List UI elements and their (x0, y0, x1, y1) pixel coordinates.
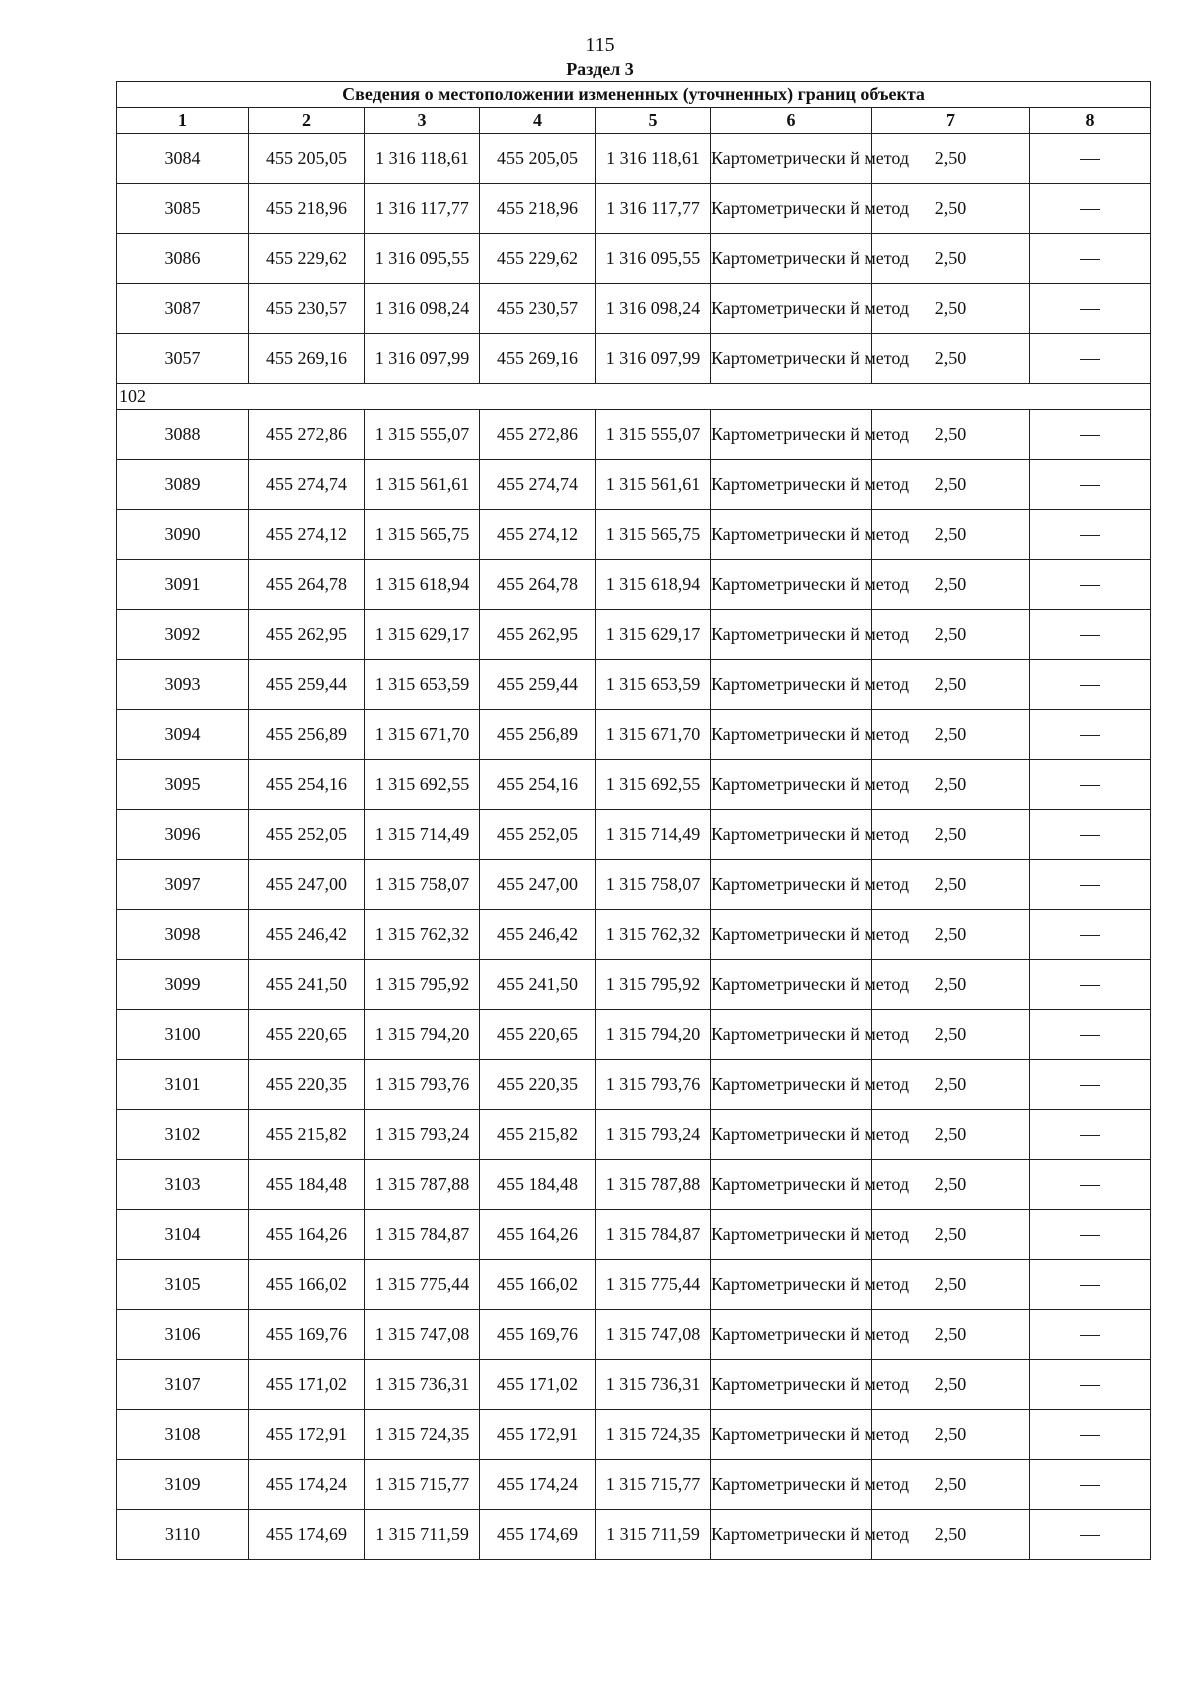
accuracy-cell: 2,50 (872, 1110, 1030, 1160)
y-new-cell: 1 316 117,77 (596, 184, 711, 234)
x-new-cell: 455 262,95 (480, 610, 596, 660)
x-new-cell: 455 247,00 (480, 860, 596, 910)
note-cell (1030, 410, 1151, 460)
method-cell: Картометрически й метод (711, 1060, 872, 1110)
accuracy-cell: 2,50 (872, 510, 1030, 560)
y-old-cell: 1 315 795,92 (365, 960, 480, 1010)
table-row (117, 184, 1151, 234)
y-old-cell: 1 315 793,24 (365, 1110, 480, 1160)
x-new-cell: 455 166,02 (480, 1260, 596, 1310)
y-old-cell: 1 316 095,55 (365, 234, 480, 284)
point-number-cell: 3096 (117, 810, 249, 860)
point-number-cell: 3104 (117, 1210, 249, 1260)
y-old-cell: 1 315 775,44 (365, 1260, 480, 1310)
x-old-cell: 455 184,48 (249, 1160, 365, 1210)
column-header: 2 (249, 108, 365, 134)
x-new-cell: 455 164,26 (480, 1210, 596, 1260)
y-new-cell: 1 315 565,75 (596, 510, 711, 560)
accuracy-cell: 2,50 (872, 660, 1030, 710)
dash-mark (1080, 359, 1100, 360)
point-number-cell: 3103 (117, 1160, 249, 1210)
x-new-cell: 455 264,78 (480, 560, 596, 610)
column-header: 7 (872, 108, 1030, 134)
dash-mark (1080, 885, 1100, 886)
accuracy-cell: 2,50 (872, 1010, 1030, 1060)
y-old-cell: 1 315 714,49 (365, 810, 480, 860)
method-cell: Картометрически й метод (711, 1010, 872, 1060)
table-caption: Сведения о местоположении измененных (уточненных) границ объекта (117, 82, 1151, 108)
table-row (117, 1260, 1151, 1310)
y-old-cell: 1 315 784,87 (365, 1210, 480, 1260)
y-new-cell: 1 315 775,44 (596, 1260, 711, 1310)
note-cell (1030, 1110, 1151, 1160)
point-number-cell: 3107 (117, 1360, 249, 1410)
point-number-cell: 3105 (117, 1260, 249, 1310)
point-number-cell: 3100 (117, 1010, 249, 1060)
accuracy-cell: 2,50 (872, 410, 1030, 460)
point-number-cell: 3091 (117, 560, 249, 610)
method-cell: Картометрически й метод (711, 134, 872, 184)
method-cell: Картометрически й метод (711, 1160, 872, 1210)
x-old-cell: 455 264,78 (249, 560, 365, 610)
point-number-cell: 3099 (117, 960, 249, 1010)
accuracy-cell: 2,50 (872, 134, 1030, 184)
y-old-cell: 1 315 724,35 (365, 1410, 480, 1460)
x-new-cell: 455 256,89 (480, 710, 596, 760)
x-old-cell: 455 174,24 (249, 1460, 365, 1510)
group-label: 102 (117, 384, 1151, 410)
accuracy-cell: 2,50 (872, 1060, 1030, 1110)
y-old-cell: 1 315 762,32 (365, 910, 480, 960)
y-new-cell: 1 315 715,77 (596, 1460, 711, 1510)
point-number-cell: 3092 (117, 610, 249, 660)
y-new-cell: 1 315 618,94 (596, 560, 711, 610)
y-old-cell: 1 315 787,88 (365, 1160, 480, 1210)
y-new-cell: 1 315 653,59 (596, 660, 711, 710)
dash-mark (1080, 985, 1100, 986)
table-row (117, 910, 1151, 960)
x-old-cell: 455 174,69 (249, 1510, 365, 1560)
method-cell: Картометрически й метод (711, 1460, 872, 1510)
method-cell: Картометрически й метод (711, 1110, 872, 1160)
dash-mark (1080, 209, 1100, 210)
dash-mark (1080, 1385, 1100, 1386)
x-new-cell: 455 274,74 (480, 460, 596, 510)
y-new-cell: 1 315 714,49 (596, 810, 711, 860)
x-old-cell: 455 164,26 (249, 1210, 365, 1260)
accuracy-cell: 2,50 (872, 1360, 1030, 1410)
page-number: 115 (585, 34, 615, 56)
table-body (117, 134, 1151, 1560)
note-cell (1030, 860, 1151, 910)
column-header: 3 (365, 108, 480, 134)
point-number-cell: 3101 (117, 1060, 249, 1110)
method-cell: Картометрически й метод (711, 910, 872, 960)
note-cell (1030, 234, 1151, 284)
x-old-cell: 455 169,76 (249, 1310, 365, 1360)
accuracy-cell: 2,50 (872, 284, 1030, 334)
x-new-cell: 455 169,76 (480, 1310, 596, 1360)
note-cell (1030, 334, 1151, 384)
y-old-cell: 1 316 098,24 (365, 284, 480, 334)
dash-mark (1080, 685, 1100, 686)
dash-mark (1080, 1335, 1100, 1336)
note-cell (1030, 710, 1151, 760)
y-old-cell: 1 315 758,07 (365, 860, 480, 910)
dash-mark (1080, 785, 1100, 786)
note-cell (1030, 910, 1151, 960)
accuracy-cell: 2,50 (872, 910, 1030, 960)
accuracy-cell: 2,50 (872, 610, 1030, 660)
coordinates-table (116, 81, 1151, 1560)
method-cell: Картометрически й метод (711, 560, 872, 610)
y-new-cell: 1 315 561,61 (596, 460, 711, 510)
column-header: 5 (596, 108, 711, 134)
method-cell: Картометрически й метод (711, 1210, 872, 1260)
x-new-cell: 455 174,69 (480, 1510, 596, 1560)
y-new-cell: 1 315 762,32 (596, 910, 711, 960)
x-old-cell: 455 241,50 (249, 960, 365, 1010)
accuracy-cell: 2,50 (872, 1210, 1030, 1260)
point-number-cell: 3085 (117, 184, 249, 234)
x-new-cell: 455 229,62 (480, 234, 596, 284)
point-number-cell: 3086 (117, 234, 249, 284)
table-row (117, 1510, 1151, 1560)
column-header: 6 (711, 108, 872, 134)
point-number-cell: 3098 (117, 910, 249, 960)
note-cell (1030, 1360, 1151, 1410)
method-cell: Картометрически й метод (711, 184, 872, 234)
x-new-cell: 455 220,65 (480, 1010, 596, 1060)
accuracy-cell: 2,50 (872, 710, 1030, 760)
dash-mark (1080, 1285, 1100, 1286)
accuracy-cell: 2,50 (872, 234, 1030, 284)
note-cell (1030, 1010, 1151, 1060)
method-cell: Картометрически й метод (711, 810, 872, 860)
accuracy-cell: 2,50 (872, 460, 1030, 510)
note-cell (1030, 460, 1151, 510)
point-number-cell: 3095 (117, 760, 249, 810)
x-old-cell: 455 166,02 (249, 1260, 365, 1310)
x-old-cell: 455 172,91 (249, 1410, 365, 1460)
method-cell: Картометрически й метод (711, 410, 872, 460)
x-old-cell: 455 171,02 (249, 1360, 365, 1410)
y-old-cell: 1 315 555,07 (365, 410, 480, 460)
y-old-cell: 1 315 561,61 (365, 460, 480, 510)
point-number-cell: 3108 (117, 1410, 249, 1460)
table-row (117, 1160, 1151, 1210)
y-old-cell: 1 315 565,75 (365, 510, 480, 560)
note-cell (1030, 760, 1151, 810)
dash-mark (1080, 1535, 1100, 1536)
dash-mark (1080, 1485, 1100, 1486)
dash-mark (1080, 259, 1100, 260)
note-cell (1030, 1060, 1151, 1110)
dash-mark (1080, 1235, 1100, 1236)
table-row (117, 660, 1151, 710)
x-new-cell: 455 220,35 (480, 1060, 596, 1110)
accuracy-cell: 2,50 (872, 760, 1030, 810)
y-new-cell: 1 315 793,24 (596, 1110, 711, 1160)
y-new-cell: 1 316 097,99 (596, 334, 711, 384)
x-new-cell: 455 215,82 (480, 1110, 596, 1160)
x-old-cell: 455 247,00 (249, 860, 365, 910)
y-new-cell: 1 315 787,88 (596, 1160, 711, 1210)
table-row (117, 610, 1151, 660)
dash-mark (1080, 735, 1100, 736)
dash-mark (1080, 835, 1100, 836)
point-number-cell: 3084 (117, 134, 249, 184)
method-cell: Картометрически й метод (711, 460, 872, 510)
point-number-cell: 3102 (117, 1110, 249, 1160)
method-cell: Картометрически й метод (711, 1310, 872, 1360)
y-old-cell: 1 315 793,76 (365, 1060, 480, 1110)
method-cell: Картометрически й метод (711, 334, 872, 384)
accuracy-cell: 2,50 (872, 860, 1030, 910)
table-row (117, 410, 1151, 460)
note-cell (1030, 184, 1151, 234)
table-row (117, 1360, 1151, 1410)
dash-mark (1080, 485, 1100, 486)
y-new-cell: 1 315 795,92 (596, 960, 711, 1010)
note-cell (1030, 1160, 1151, 1210)
dash-mark (1080, 309, 1100, 310)
y-old-cell: 1 316 117,77 (365, 184, 480, 234)
y-old-cell: 1 315 629,17 (365, 610, 480, 660)
table-row (117, 1060, 1151, 1110)
x-new-cell: 455 205,05 (480, 134, 596, 184)
method-cell: Картометрически й метод (711, 284, 872, 334)
dash-mark (1080, 1135, 1100, 1136)
x-old-cell: 455 220,35 (249, 1060, 365, 1110)
point-number-cell: 3110 (117, 1510, 249, 1560)
table-row (117, 1210, 1151, 1260)
y-new-cell: 1 316 095,55 (596, 234, 711, 284)
table-row (117, 1110, 1151, 1160)
y-new-cell: 1 315 793,76 (596, 1060, 711, 1110)
x-old-cell: 455 229,62 (249, 234, 365, 284)
method-cell: Картометрически й метод (711, 510, 872, 560)
y-new-cell: 1 315 671,70 (596, 710, 711, 760)
table-row (117, 134, 1151, 184)
method-cell: Картометрически й метод (711, 1410, 872, 1460)
x-new-cell: 455 171,02 (480, 1360, 596, 1410)
dash-mark (1080, 435, 1100, 436)
note-cell (1030, 284, 1151, 334)
group-label-row (117, 384, 1151, 410)
section-title: Раздел 3 (566, 59, 634, 79)
point-number-cell: 3097 (117, 860, 249, 910)
dash-mark (1080, 635, 1100, 636)
y-new-cell: 1 315 794,20 (596, 1010, 711, 1060)
table-row (117, 960, 1151, 1010)
y-old-cell: 1 316 118,61 (365, 134, 480, 184)
x-new-cell: 455 274,12 (480, 510, 596, 560)
x-new-cell: 455 252,05 (480, 810, 596, 860)
x-new-cell: 455 184,48 (480, 1160, 596, 1210)
table-row (117, 760, 1151, 810)
y-old-cell: 1 315 671,70 (365, 710, 480, 760)
method-cell: Картометрически й метод (711, 234, 872, 284)
y-old-cell: 1 315 794,20 (365, 1010, 480, 1060)
method-cell: Картометрически й метод (711, 1360, 872, 1410)
y-new-cell: 1 316 118,61 (596, 134, 711, 184)
x-old-cell: 455 259,44 (249, 660, 365, 710)
y-new-cell: 1 315 629,17 (596, 610, 711, 660)
y-new-cell: 1 315 555,07 (596, 410, 711, 460)
note-cell (1030, 960, 1151, 1010)
x-old-cell: 455 274,12 (249, 510, 365, 560)
table-row (117, 460, 1151, 510)
y-old-cell: 1 316 097,99 (365, 334, 480, 384)
accuracy-cell: 2,50 (872, 810, 1030, 860)
accuracy-cell: 2,50 (872, 1460, 1030, 1510)
table-row (117, 1010, 1151, 1060)
accuracy-cell: 2,50 (872, 960, 1030, 1010)
note-cell (1030, 1310, 1151, 1360)
accuracy-cell: 2,50 (872, 1260, 1030, 1310)
y-new-cell: 1 315 784,87 (596, 1210, 711, 1260)
dash-mark (1080, 159, 1100, 160)
point-number-cell: 3106 (117, 1310, 249, 1360)
note-cell (1030, 560, 1151, 610)
x-old-cell: 455 215,82 (249, 1110, 365, 1160)
y-new-cell: 1 316 098,24 (596, 284, 711, 334)
point-number-cell: 3094 (117, 710, 249, 760)
note-cell (1030, 1510, 1151, 1560)
point-number-cell: 3087 (117, 284, 249, 334)
x-new-cell: 455 272,86 (480, 410, 596, 460)
accuracy-cell: 2,50 (872, 560, 1030, 610)
x-old-cell: 455 230,57 (249, 284, 365, 334)
y-new-cell: 1 315 724,35 (596, 1410, 711, 1460)
accuracy-cell: 2,50 (872, 1410, 1030, 1460)
table-row (117, 1310, 1151, 1360)
method-cell: Картометрически й метод (711, 760, 872, 810)
table-row (117, 334, 1151, 384)
x-new-cell: 455 241,50 (480, 960, 596, 1010)
note-cell (1030, 610, 1151, 660)
x-new-cell: 455 254,16 (480, 760, 596, 810)
method-cell: Картометрически й метод (711, 1260, 872, 1310)
column-header: 4 (480, 108, 596, 134)
accuracy-cell: 2,50 (872, 1160, 1030, 1210)
x-old-cell: 455 272,86 (249, 410, 365, 460)
point-number-cell: 3088 (117, 410, 249, 460)
y-old-cell: 1 315 711,59 (365, 1510, 480, 1560)
point-number-cell: 3093 (117, 660, 249, 710)
note-cell (1030, 1460, 1151, 1510)
y-new-cell: 1 315 711,59 (596, 1510, 711, 1560)
x-old-cell: 455 252,05 (249, 810, 365, 860)
dash-mark (1080, 1085, 1100, 1086)
x-new-cell: 455 259,44 (480, 660, 596, 710)
note-cell (1030, 134, 1151, 184)
x-new-cell: 455 269,16 (480, 334, 596, 384)
dash-mark (1080, 585, 1100, 586)
note-cell (1030, 1410, 1151, 1460)
y-old-cell: 1 315 715,77 (365, 1460, 480, 1510)
x-old-cell: 455 269,16 (249, 334, 365, 384)
dash-mark (1080, 1185, 1100, 1186)
table-row (117, 1410, 1151, 1460)
table-row (117, 510, 1151, 560)
table-row (117, 284, 1151, 334)
note-cell (1030, 1260, 1151, 1310)
note-cell (1030, 660, 1151, 710)
column-header: 8 (1030, 108, 1151, 134)
column-header: 1 (117, 108, 249, 134)
y-new-cell: 1 315 758,07 (596, 860, 711, 910)
y-new-cell: 1 315 692,55 (596, 760, 711, 810)
x-old-cell: 455 256,89 (249, 710, 365, 760)
method-cell: Картометрически й метод (711, 1510, 872, 1560)
note-cell (1030, 810, 1151, 860)
accuracy-cell: 2,50 (872, 1510, 1030, 1560)
accuracy-cell: 2,50 (872, 334, 1030, 384)
table-row (117, 560, 1151, 610)
method-cell: Картометрически й метод (711, 610, 872, 660)
dash-mark (1080, 535, 1100, 536)
note-cell (1030, 1210, 1151, 1260)
point-number-cell: 3089 (117, 460, 249, 510)
point-number-cell: 3090 (117, 510, 249, 560)
method-cell: Картометрически й метод (711, 960, 872, 1010)
y-old-cell: 1 315 653,59 (365, 660, 480, 710)
x-new-cell: 455 172,91 (480, 1410, 596, 1460)
point-number-cell: 3109 (117, 1460, 249, 1510)
y-new-cell: 1 315 747,08 (596, 1310, 711, 1360)
dash-mark (1080, 1435, 1100, 1436)
table-row (117, 710, 1151, 760)
method-cell: Картометрически й метод (711, 860, 872, 910)
x-old-cell: 455 274,74 (249, 460, 365, 510)
y-old-cell: 1 315 747,08 (365, 1310, 480, 1360)
accuracy-cell: 2,50 (872, 184, 1030, 234)
x-old-cell: 455 246,42 (249, 910, 365, 960)
x-new-cell: 455 218,96 (480, 184, 596, 234)
method-cell: Картометрически й метод (711, 660, 872, 710)
note-cell (1030, 510, 1151, 560)
accuracy-cell: 2,50 (872, 1310, 1030, 1360)
dash-mark (1080, 935, 1100, 936)
table-row (117, 860, 1151, 910)
table-row (117, 234, 1151, 284)
x-new-cell: 455 246,42 (480, 910, 596, 960)
point-number-cell: 3057 (117, 334, 249, 384)
y-old-cell: 1 315 736,31 (365, 1360, 480, 1410)
x-old-cell: 455 220,65 (249, 1010, 365, 1060)
table-row (117, 810, 1151, 860)
method-cell: Картометрически й метод (711, 710, 872, 760)
x-old-cell: 455 262,95 (249, 610, 365, 660)
x-old-cell: 455 205,05 (249, 134, 365, 184)
y-new-cell: 1 315 736,31 (596, 1360, 711, 1410)
dash-mark (1080, 1035, 1100, 1036)
y-old-cell: 1 315 618,94 (365, 560, 480, 610)
x-new-cell: 455 230,57 (480, 284, 596, 334)
x-old-cell: 455 218,96 (249, 184, 365, 234)
x-new-cell: 455 174,24 (480, 1460, 596, 1510)
column-number-row (117, 108, 1151, 134)
x-old-cell: 455 254,16 (249, 760, 365, 810)
y-old-cell: 1 315 692,55 (365, 760, 480, 810)
table-row (117, 1460, 1151, 1510)
